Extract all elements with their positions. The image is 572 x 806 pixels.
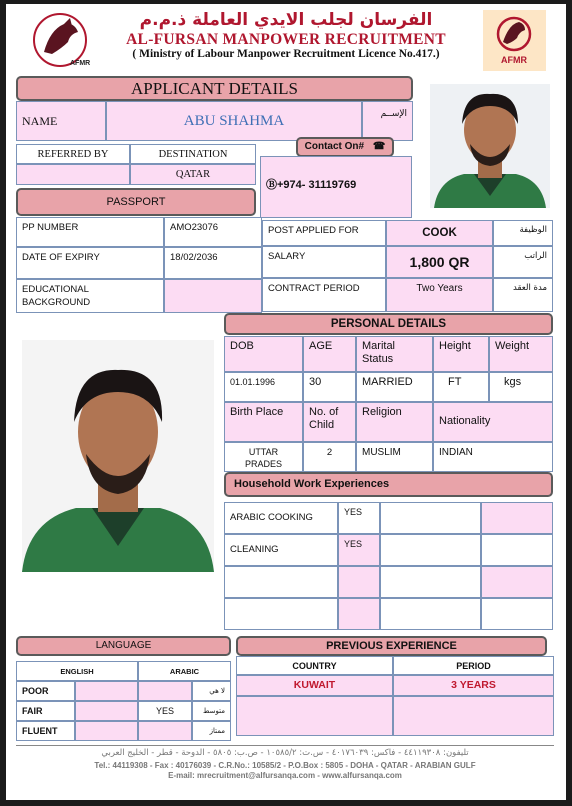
contact-label: Contact On#: [304, 141, 365, 152]
applicant-photo-large: [22, 340, 214, 572]
contact-value: Ⓑ+974- 31119769: [260, 156, 412, 218]
language-arabic-poor: [138, 681, 192, 701]
nationality-header: Nationality: [433, 402, 553, 442]
household-value-2: YES: [338, 534, 380, 566]
household-extra-3a: [380, 566, 481, 598]
household-value-3: [338, 566, 380, 598]
footer-arabic: تليفون: ٤٤١١٩٣٠٨ - فاكس: ٤٠١٧٦٠٣٩ - س.ت: ١٠٥٨٥/٢ - ص.ب: ٥٨٠٥ - الدوحة - قطر - الخليج العربي: [101, 748, 469, 758]
household-skill-3: [224, 566, 338, 598]
marital-status-header: Marital Status: [356, 336, 433, 372]
no-of-child-header: No. of Child: [303, 402, 356, 442]
education-value: [164, 279, 262, 313]
applicant-details-header: APPLICANT DETAILS: [16, 76, 413, 101]
language-level-fair: FAIR: [16, 701, 75, 721]
marital-status-value: MARRIED: [356, 372, 433, 402]
previous-period-1: 3 YEARS: [393, 675, 554, 696]
salary-label: SALARY: [262, 246, 386, 278]
language-english-header: ENGLISH: [16, 661, 138, 681]
household-extra-4b: [481, 598, 553, 630]
footer-email: E-mail: mrecruitment@alfursanqa.com - www.alfursanqa.com: [168, 771, 402, 780]
language-level-fluent-arabic: ممتاز: [192, 721, 231, 741]
contract-period-label: CONTRACT PERIOD: [262, 278, 386, 312]
pp-number-value: AMO23076: [164, 217, 262, 247]
household-value-1: YES: [338, 502, 380, 534]
language-english-poor: [75, 681, 138, 701]
language-level-poor: POOR: [16, 681, 75, 701]
phone-icon: ☎: [372, 141, 386, 152]
no-of-child-value: 2: [303, 442, 356, 472]
cv-page: [6, 4, 566, 800]
post-applied-label-arabic: الوظيفة: [493, 220, 553, 246]
religion-header: Religion: [356, 402, 433, 442]
birth-place-header: Birth Place: [224, 402, 303, 442]
height-header: Height: [433, 336, 489, 372]
referred-by-value: [16, 164, 130, 185]
religion-value: MUSLIM: [356, 442, 433, 472]
language-english-fluent: [75, 721, 138, 741]
logo-caption: AFMR: [70, 60, 91, 67]
household-header: Household Work Experiences: [224, 472, 553, 497]
contract-period-value: Two Years: [386, 278, 493, 312]
language-english-fair: [75, 701, 138, 721]
date-of-expiry-value: 18/02/2036: [164, 247, 262, 279]
household-extra-4a: [380, 598, 481, 630]
applicant-photo-top: [430, 84, 550, 208]
company-logo-right: [483, 10, 546, 71]
household-extra-2b: [481, 534, 553, 566]
household-skill-1: ARABIC COOKING: [224, 502, 338, 534]
weight-value: kgs: [489, 372, 553, 402]
previous-period-header: PERIOD: [393, 656, 554, 675]
name-label: NAME: [16, 101, 106, 141]
name-value: ABU SHAHMA: [106, 101, 362, 141]
post-applied-label: POST APPLIED FOR: [262, 220, 386, 246]
company-name-arabic: الفرسان لجلب الايدي العاملة ذ.م.م: [139, 10, 433, 30]
destination-label: DESTINATION: [130, 144, 256, 164]
language-level-fair-arabic: متوسط: [192, 701, 231, 721]
age-value: 30: [303, 372, 356, 402]
personal-details-header: PERSONAL DETAILS: [224, 313, 553, 335]
referred-by-label: REFERRED BY: [16, 144, 130, 164]
household-skill-4: [224, 598, 338, 630]
education-label: EDUCATIONAL BACKGROUND: [16, 279, 164, 313]
dob-value: 01.01.1996: [224, 372, 303, 402]
salary-value: 1,800 QR: [386, 246, 493, 278]
previous-experience-header: PREVIOUS EXPERIENCE: [236, 636, 547, 656]
passport-header: PASSPORT: [16, 188, 256, 216]
age-header: AGE: [303, 336, 356, 372]
household-value-4: [338, 598, 380, 630]
household-extra-2a: [380, 534, 481, 566]
company-licence: ( Ministry of Labour Manpower Recruitment Licence No.417.): [132, 48, 440, 60]
previous-country-1: KUWAIT: [236, 675, 393, 696]
date-of-expiry-label: DATE OF EXPIRY: [16, 247, 164, 279]
language-header: LANGUAGE: [16, 636, 231, 656]
salary-label-arabic: الراتب: [493, 246, 553, 278]
dob-header: DOB: [224, 336, 303, 372]
weight-header: Weight: [489, 336, 553, 372]
household-extra-1a: [380, 502, 481, 534]
name-label-arabic: الإســم: [362, 101, 413, 141]
language-level-fluent: FLUENT: [16, 721, 75, 741]
previous-country-header: COUNTRY: [236, 656, 393, 675]
birth-place-value: UTTAR PRADES: [224, 442, 303, 472]
height-value: FT: [433, 372, 489, 402]
destination-value: QATAR: [130, 164, 256, 185]
contract-period-label-arabic: مدة العقد: [493, 278, 553, 312]
footer-contact: Tel.: 44119308 - Fax : 40176039 - C.R.No.: 10585/2 - P.O.Box : 5805 - DOHA - QATAR - ARABIAN GULF: [94, 761, 476, 770]
contact-header: [296, 137, 394, 157]
nationality-value: INDIAN: [433, 442, 553, 472]
pp-number-label: PP NUMBER: [16, 217, 164, 247]
language-level-poor-arabic: لا هي: [192, 681, 231, 701]
footer-divider: [16, 745, 554, 746]
svg-text:AFMR: AFMR: [501, 55, 527, 65]
company-logo-left: [30, 12, 98, 74]
previous-period-2: [393, 696, 554, 736]
language-arabic-header: ARABIC: [138, 661, 231, 681]
household-extra-1b: [481, 502, 553, 534]
company-name-english: AL-FURSAN MANPOWER RECRUITMENT: [126, 31, 446, 48]
language-arabic-fluent: [138, 721, 192, 741]
household-skill-2: CLEANING: [224, 534, 338, 566]
household-extra-3b: [481, 566, 553, 598]
post-applied-value: COOK: [386, 220, 493, 246]
language-arabic-fair: YES: [138, 701, 192, 721]
previous-country-2: [236, 696, 393, 736]
